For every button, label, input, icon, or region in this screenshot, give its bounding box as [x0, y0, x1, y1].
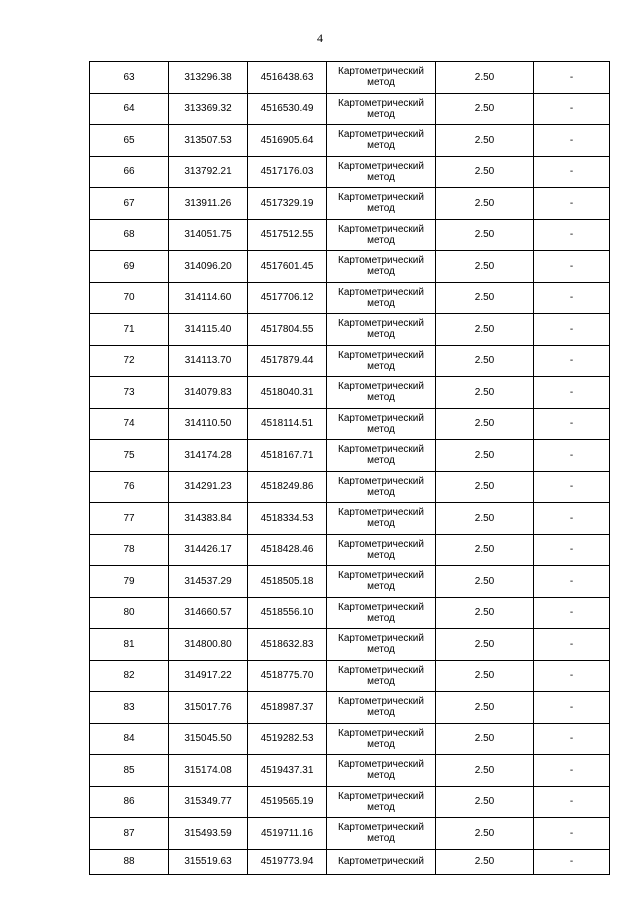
- x-coordinate-cell: 314113.70: [169, 345, 248, 377]
- table-row: [90, 818, 610, 850]
- x-coordinate-cell: 314096.20: [169, 251, 248, 283]
- y-coordinate-cell: 4517879.44: [248, 345, 327, 377]
- table-row: [90, 251, 610, 283]
- accuracy-cell: 2.50: [436, 345, 534, 377]
- accuracy-cell: 2.50: [436, 440, 534, 472]
- y-coordinate-cell: 4518632.83: [248, 629, 327, 661]
- x-coordinate-cell: 314917.22: [169, 660, 248, 692]
- point-number-cell: 74: [90, 408, 169, 440]
- method-cell: Картометрический метод: [327, 188, 436, 220]
- note-cell: -: [534, 251, 610, 283]
- y-coordinate-cell: 4518556.10: [248, 597, 327, 629]
- accuracy-cell: 2.50: [436, 660, 534, 692]
- note-cell: -: [534, 377, 610, 409]
- x-coordinate-cell: 313911.26: [169, 188, 248, 220]
- accuracy-cell: 2.50: [436, 219, 534, 251]
- y-coordinate-cell: 4517706.12: [248, 282, 327, 314]
- method-cell: Картометрический метод: [327, 660, 436, 692]
- point-number-cell: 88: [90, 849, 169, 874]
- note-cell: -: [534, 282, 610, 314]
- table-row: [90, 849, 610, 874]
- table-row: [90, 692, 610, 724]
- table-row: [90, 503, 610, 535]
- point-number-cell: 83: [90, 692, 169, 724]
- method-cell: Картометрический метод: [327, 786, 436, 818]
- accuracy-cell: 2.50: [436, 786, 534, 818]
- note-cell: -: [534, 93, 610, 125]
- y-coordinate-cell: 4518987.37: [248, 692, 327, 724]
- point-number-cell: 65: [90, 125, 169, 157]
- table-row: [90, 660, 610, 692]
- table-row: [90, 723, 610, 755]
- y-coordinate-cell: 4517512.55: [248, 219, 327, 251]
- y-coordinate-cell: 4518428.46: [248, 534, 327, 566]
- y-coordinate-cell: 4518249.86: [248, 471, 327, 503]
- method-cell: Картометрический метод: [327, 597, 436, 629]
- point-number-cell: 66: [90, 156, 169, 188]
- method-cell: Картометрический метод: [327, 440, 436, 472]
- y-coordinate-cell: 4519773.94: [248, 849, 327, 874]
- table-row: [90, 345, 610, 377]
- y-coordinate-cell: 4517804.55: [248, 314, 327, 346]
- table-row: [90, 219, 610, 251]
- method-cell: Картометрический метод: [327, 723, 436, 755]
- note-cell: -: [534, 849, 610, 874]
- x-coordinate-cell: 315045.50: [169, 723, 248, 755]
- table-row: [90, 755, 610, 787]
- note-cell: -: [534, 534, 610, 566]
- note-cell: -: [534, 62, 610, 94]
- coordinates-table: [89, 61, 610, 875]
- y-coordinate-cell: 4519282.53: [248, 723, 327, 755]
- point-number-cell: 85: [90, 755, 169, 787]
- note-cell: -: [534, 692, 610, 724]
- table-row: [90, 62, 610, 94]
- table-row: [90, 534, 610, 566]
- point-number-cell: 82: [90, 660, 169, 692]
- note-cell: -: [534, 156, 610, 188]
- x-coordinate-cell: 314110.50: [169, 408, 248, 440]
- x-coordinate-cell: 315174.08: [169, 755, 248, 787]
- y-coordinate-cell: 4518775.70: [248, 660, 327, 692]
- x-coordinate-cell: 313296.38: [169, 62, 248, 94]
- point-number-cell: 84: [90, 723, 169, 755]
- point-number-cell: 71: [90, 314, 169, 346]
- point-number-cell: 81: [90, 629, 169, 661]
- point-number-cell: 67: [90, 188, 169, 220]
- accuracy-cell: 2.50: [436, 408, 534, 440]
- y-coordinate-cell: 4516530.49: [248, 93, 327, 125]
- accuracy-cell: 2.50: [436, 723, 534, 755]
- y-coordinate-cell: 4518114.51: [248, 408, 327, 440]
- method-cell: Картометрический метод: [327, 93, 436, 125]
- point-number-cell: 86: [90, 786, 169, 818]
- x-coordinate-cell: 314660.57: [169, 597, 248, 629]
- table-row: [90, 156, 610, 188]
- accuracy-cell: 2.50: [436, 156, 534, 188]
- y-coordinate-cell: 4519711.16: [248, 818, 327, 850]
- method-cell: Картометрический метод: [327, 125, 436, 157]
- note-cell: -: [534, 660, 610, 692]
- method-cell: Картометрический метод: [327, 534, 436, 566]
- note-cell: -: [534, 219, 610, 251]
- accuracy-cell: 2.50: [436, 93, 534, 125]
- table-row: [90, 377, 610, 409]
- accuracy-cell: 2.50: [436, 534, 534, 566]
- method-cell: Картометрический метод: [327, 503, 436, 535]
- note-cell: -: [534, 188, 610, 220]
- method-cell: Картометрический метод: [327, 282, 436, 314]
- note-cell: -: [534, 597, 610, 629]
- y-coordinate-cell: 4519565.19: [248, 786, 327, 818]
- accuracy-cell: 2.50: [436, 692, 534, 724]
- accuracy-cell: 2.50: [436, 471, 534, 503]
- note-cell: -: [534, 125, 610, 157]
- note-cell: -: [534, 818, 610, 850]
- method-cell: Картометрический метод: [327, 818, 436, 850]
- method-cell: Картометрический метод: [327, 345, 436, 377]
- x-coordinate-cell: 313792.21: [169, 156, 248, 188]
- method-cell: Картометрический метод: [327, 566, 436, 598]
- note-cell: -: [534, 755, 610, 787]
- x-coordinate-cell: 314051.75: [169, 219, 248, 251]
- method-cell: Картометрический метод: [327, 314, 436, 346]
- accuracy-cell: 2.50: [436, 818, 534, 850]
- table-row: [90, 408, 610, 440]
- table-row: [90, 125, 610, 157]
- point-number-cell: 70: [90, 282, 169, 314]
- y-coordinate-cell: 4518040.31: [248, 377, 327, 409]
- accuracy-cell: 2.50: [436, 62, 534, 94]
- x-coordinate-cell: 314114.60: [169, 282, 248, 314]
- accuracy-cell: 2.50: [436, 282, 534, 314]
- x-coordinate-cell: 315017.76: [169, 692, 248, 724]
- x-coordinate-cell: 314079.83: [169, 377, 248, 409]
- accuracy-cell: 2.50: [436, 377, 534, 409]
- method-cell: Картометрический метод: [327, 156, 436, 188]
- point-number-cell: 72: [90, 345, 169, 377]
- y-coordinate-cell: 4516905.64: [248, 125, 327, 157]
- method-cell: Картометрический метод: [327, 219, 436, 251]
- table-row: [90, 471, 610, 503]
- x-coordinate-cell: 315493.59: [169, 818, 248, 850]
- note-cell: -: [534, 471, 610, 503]
- note-cell: -: [534, 786, 610, 818]
- y-coordinate-cell: 4517329.19: [248, 188, 327, 220]
- y-coordinate-cell: 4518505.18: [248, 566, 327, 598]
- accuracy-cell: 2.50: [436, 125, 534, 157]
- note-cell: -: [534, 408, 610, 440]
- accuracy-cell: 2.50: [436, 849, 534, 874]
- point-number-cell: 80: [90, 597, 169, 629]
- point-number-cell: 87: [90, 818, 169, 850]
- method-cell: Картометрический: [327, 849, 436, 874]
- table-row: [90, 786, 610, 818]
- table-row: [90, 566, 610, 598]
- method-cell: Картометрический метод: [327, 755, 436, 787]
- x-coordinate-cell: 314174.28: [169, 440, 248, 472]
- method-cell: Картометрический метод: [327, 692, 436, 724]
- note-cell: -: [534, 314, 610, 346]
- x-coordinate-cell: 313369.32: [169, 93, 248, 125]
- x-coordinate-cell: 314291.23: [169, 471, 248, 503]
- table-row: [90, 314, 610, 346]
- note-cell: -: [534, 566, 610, 598]
- point-number-cell: 68: [90, 219, 169, 251]
- point-number-cell: 76: [90, 471, 169, 503]
- y-coordinate-cell: 4518167.71: [248, 440, 327, 472]
- accuracy-cell: 2.50: [436, 566, 534, 598]
- accuracy-cell: 2.50: [436, 314, 534, 346]
- point-number-cell: 78: [90, 534, 169, 566]
- y-coordinate-cell: 4517601.45: [248, 251, 327, 283]
- method-cell: Картометрический метод: [327, 251, 436, 283]
- point-number-cell: 73: [90, 377, 169, 409]
- method-cell: Картометрический метод: [327, 629, 436, 661]
- x-coordinate-cell: 313507.53: [169, 125, 248, 157]
- x-coordinate-cell: 314800.80: [169, 629, 248, 661]
- table-row: [90, 440, 610, 472]
- point-number-cell: 75: [90, 440, 169, 472]
- point-number-cell: 63: [90, 62, 169, 94]
- accuracy-cell: 2.50: [436, 251, 534, 283]
- table-row: [90, 93, 610, 125]
- method-cell: Картометрический метод: [327, 408, 436, 440]
- table-row: [90, 629, 610, 661]
- x-coordinate-cell: 314115.40: [169, 314, 248, 346]
- note-cell: -: [534, 503, 610, 535]
- accuracy-cell: 2.50: [436, 755, 534, 787]
- x-coordinate-cell: 314537.29: [169, 566, 248, 598]
- point-number-cell: 69: [90, 251, 169, 283]
- table-row: [90, 282, 610, 314]
- y-coordinate-cell: 4519437.31: [248, 755, 327, 787]
- y-coordinate-cell: 4518334.53: [248, 503, 327, 535]
- accuracy-cell: 2.50: [436, 188, 534, 220]
- y-coordinate-cell: 4516438.63: [248, 62, 327, 94]
- note-cell: -: [534, 345, 610, 377]
- accuracy-cell: 2.50: [436, 503, 534, 535]
- accuracy-cell: 2.50: [436, 629, 534, 661]
- method-cell: Картометрический метод: [327, 471, 436, 503]
- x-coordinate-cell: 314426.17: [169, 534, 248, 566]
- method-cell: Картометрический метод: [327, 62, 436, 94]
- point-number-cell: 64: [90, 93, 169, 125]
- method-cell: Картометрический метод: [327, 377, 436, 409]
- page-number: 4: [317, 31, 323, 45]
- note-cell: -: [534, 723, 610, 755]
- point-number-cell: 77: [90, 503, 169, 535]
- x-coordinate-cell: 314383.84: [169, 503, 248, 535]
- point-number-cell: 79: [90, 566, 169, 598]
- accuracy-cell: 2.50: [436, 597, 534, 629]
- x-coordinate-cell: 315349.77: [169, 786, 248, 818]
- note-cell: -: [534, 629, 610, 661]
- table-row: [90, 188, 610, 220]
- y-coordinate-cell: 4517176.03: [248, 156, 327, 188]
- note-cell: -: [534, 440, 610, 472]
- x-coordinate-cell: 315519.63: [169, 849, 248, 874]
- table-row: [90, 597, 610, 629]
